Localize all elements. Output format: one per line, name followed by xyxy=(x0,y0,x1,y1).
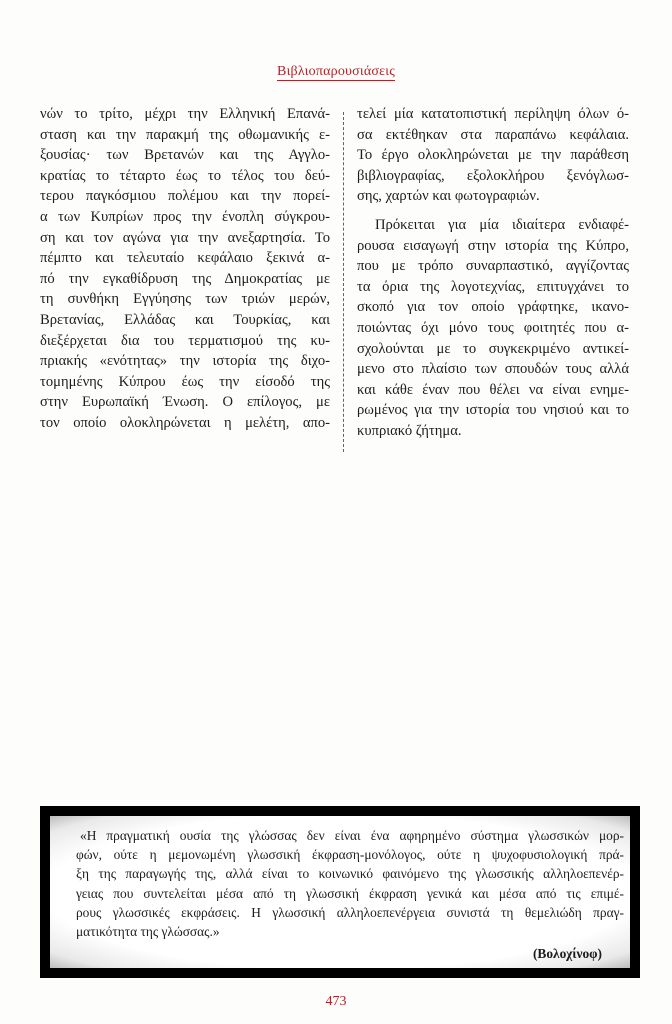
quote-panel xyxy=(50,816,630,968)
text-line: σης, χαρτών και φωτογραφιών. xyxy=(357,188,540,205)
text-line: πριακής «ενότητας» την ιστορία της διχο- xyxy=(40,353,330,370)
column-divider xyxy=(343,112,344,452)
text-line: Το έργο ολοκληρώνεται με την παράθεση xyxy=(357,147,629,164)
text-line: τελεί μία κατατοπιστική περίληψη όλων ό- xyxy=(357,106,629,122)
text-line: τα όρια της λογοτεχνίας, επιτυγχάνει το xyxy=(357,278,629,295)
text-line: κρατίας το τέταρτο έως το τέλος του δεύ- xyxy=(40,167,330,184)
text-line: ρους γλωσσικές εκφράσεις. Η γλωσσική αλληλοεπενέργεια συνιστά τη θεμελιώδη πραγ- xyxy=(76,904,624,920)
quote-text xyxy=(76,826,624,941)
text-line: τερου παγκόσμιου πολέμου και την πορεί- xyxy=(40,188,330,205)
text-line: σα εκτέθηκαν στα παραπάνω κεφάλαια. xyxy=(357,126,629,143)
text-line: και κάθε έναν που θέλει να είναι ενημε- xyxy=(357,381,629,398)
text-line: σταση και την παρακμή της οθωμανικής ε- xyxy=(40,126,330,143)
text-line: νών το τρίτο, μέχρι την Ελληνική Επανά- xyxy=(40,106,330,122)
text-line: «Η πραγματική ουσία της γλώσσας δεν είναι ένα αφηρημένο σύστημα γλωσσικών μορ- xyxy=(80,828,624,843)
text-line: γειας που συντελείται μέσα από τη γλωσσική έκφραση γενικά και μέσα από τις επιμέ- xyxy=(76,885,624,901)
text-line: σχολούνται με το συγκεκριμένο αντικεί- xyxy=(357,340,629,357)
text-line: φών, ούτε η μεμονωμένη γλωσσική έκφραση-μονόλογος, ούτε η ψυχοφυσιολογική πρά- xyxy=(76,847,624,863)
left-column xyxy=(40,104,330,434)
text-line: διεξέρχεται δια του τερματισμού της κυ- xyxy=(40,332,330,349)
quote-author: (Βολοχίνοφ) xyxy=(532,946,602,961)
page-number: 473 xyxy=(325,994,347,1009)
text-line: πό την εγκαθίδρυση της Δημοκρατίας με xyxy=(40,270,330,287)
text-line: α των Κυπρίων προς την ένοπλη σύγκρου- xyxy=(40,208,330,225)
text-line: ρουσα εισαγωγή στην ιστορία της Κύπρο, xyxy=(357,237,629,254)
text-line: στην Ευρωπαϊκή Ένωση. Ο επίλογος, με xyxy=(40,394,330,411)
text-line: ματικότητα της γλώσσας.» xyxy=(76,924,220,940)
text-line: ξη της παραγωγής της, αλλά είναι το κοινωνικό φαινόμενο της γλωσσικής αλληλοεπενέρ- xyxy=(76,866,624,882)
section-header xyxy=(0,64,672,80)
text-line: Πρόκειται για μία ιδιαίτερα ενδιαφέ- xyxy=(375,216,629,233)
text-line: τομημένης Κύπρου έως την είσοδό της xyxy=(40,373,330,390)
text-line: κυπριακό ζήτημα. xyxy=(357,422,462,439)
quote-frame xyxy=(40,806,640,978)
text-line: Βρετανίας, Ελλάδας και Τουρκίας, και xyxy=(40,311,330,328)
text-line: σκοπό για τον οποίο γράφτηκε, ικανο- xyxy=(357,299,629,316)
section-title: Βιβλιοπαρουσιάσεις xyxy=(277,64,395,79)
text-line: ση και τον αγώνα για την ανεξαρτησία. Το xyxy=(40,229,330,246)
text-line: τον οποίο ολοκληρώνεται η μελέτη, απο- xyxy=(40,414,330,431)
text-line: πέμπτο και τελευταίο κεφάλαιο ξεκινά α- xyxy=(40,250,330,267)
right-column xyxy=(357,104,629,442)
text-line: ποιώντας όχι μόνο τους φοιτητές που α- xyxy=(357,319,629,336)
text-line: βιβλιογραφίας, εξολοκλήρου ξενόγλωσ- xyxy=(357,167,629,184)
text-line: που με τρόπο συναρπαστικό, αγγίζοντας xyxy=(357,258,629,275)
text-line: ξουσίας· των Βρετανών και της Αγγλο- xyxy=(40,147,330,164)
text-line: ρωμένος για την ιστορία του νησιού και το xyxy=(357,402,629,419)
text-line: μενο στο πλαίσιο των σπουδών τους αλλά xyxy=(357,361,629,378)
text-line: τη συνθήκη Εγγύησης των τριών μερών, xyxy=(40,291,330,308)
